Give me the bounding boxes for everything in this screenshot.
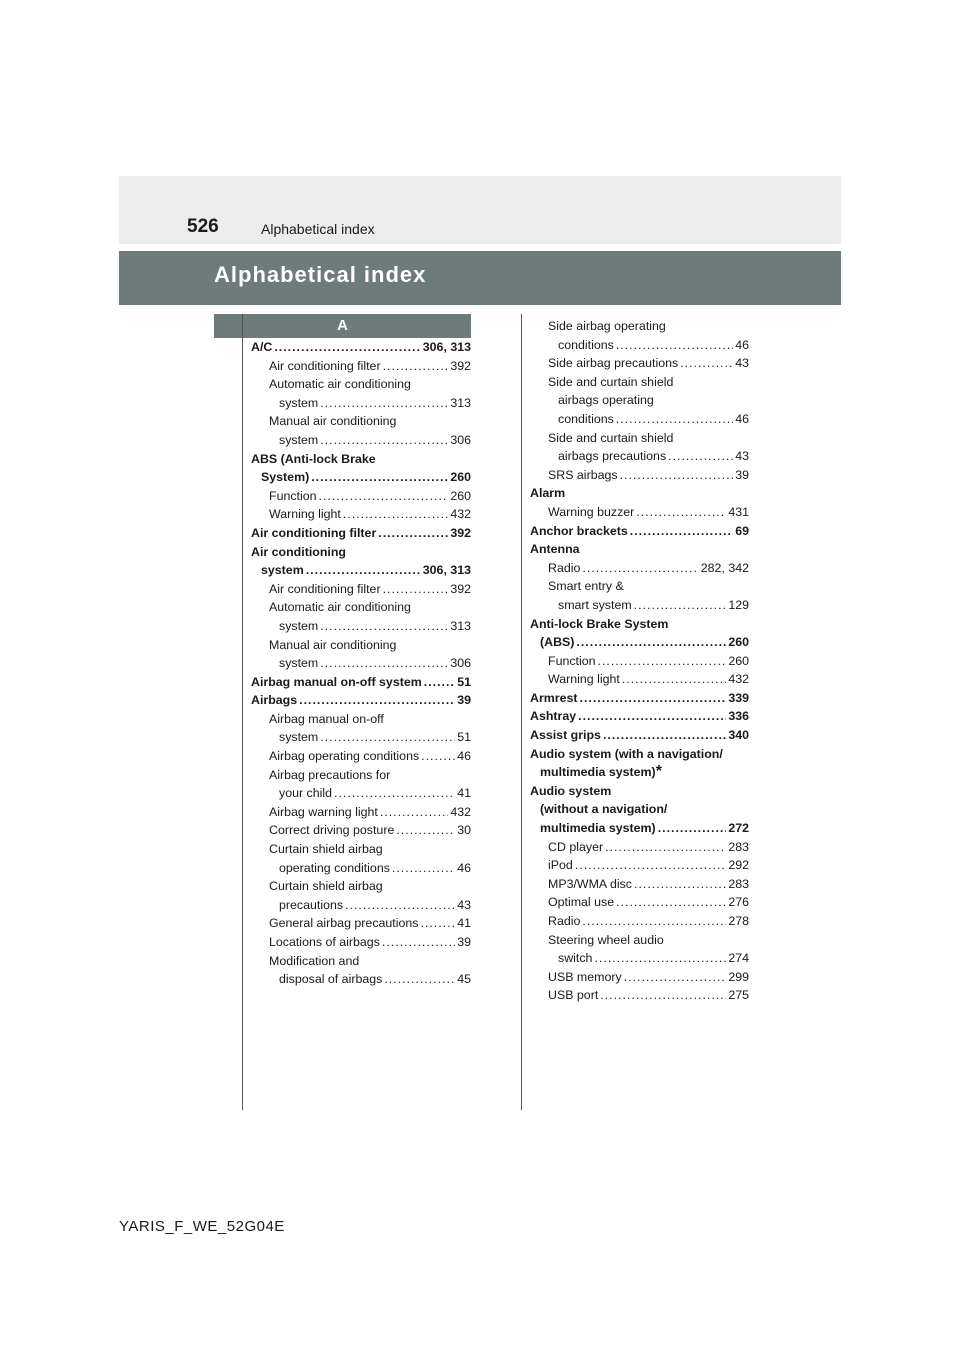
index-entry — [530, 726, 749, 745]
index-entry-text: Automatic air conditioning — [269, 600, 411, 615]
index-entry — [251, 636, 471, 673]
index-entry — [530, 317, 749, 354]
dot-leader — [605, 838, 726, 857]
index-entry — [251, 357, 471, 376]
index-entry — [530, 484, 749, 503]
dot-leader — [582, 912, 726, 931]
page-reference: 260 — [728, 653, 749, 668]
index-entry — [251, 505, 471, 524]
index-entry-text: Audio system (with a navigation/ — [530, 746, 723, 761]
index-entry-text: Airbag precautions for — [269, 767, 391, 782]
dot-leader — [575, 856, 727, 875]
header-band — [119, 176, 841, 244]
index-entry-text: Anchor brackets — [530, 523, 628, 538]
page-reference: 41 — [457, 786, 471, 801]
dot-leader — [668, 447, 733, 466]
index-entry-text: A/C — [251, 340, 273, 354]
index-entry — [251, 338, 471, 357]
page-reference: 260 — [450, 488, 471, 503]
dot-leader — [578, 707, 726, 726]
index-entry — [530, 466, 749, 485]
document-code: YARIS_F_WE_52G04E — [119, 1218, 285, 1235]
index-entry-text: Manual air conditioning — [269, 414, 397, 429]
index-entry-text: system — [279, 618, 319, 633]
index-entry-text: (without a navigation/ — [540, 802, 668, 817]
dot-leader — [343, 505, 448, 524]
index-entry — [251, 524, 471, 543]
page-reference: 260 — [450, 470, 471, 485]
index-entry — [251, 691, 471, 710]
index-entry — [251, 877, 471, 914]
page-reference: 292 — [728, 858, 749, 873]
dot-leader — [630, 522, 733, 541]
index-entry-text: System) — [261, 470, 310, 485]
page-reference: 39 — [457, 693, 471, 708]
index-entry-text: airbags precautions — [558, 449, 667, 464]
page-number: 526 — [187, 216, 219, 237]
index-entry-text: Side and curtain shield — [548, 374, 674, 389]
page-reference: 313 — [450, 395, 471, 410]
index-entry-text: Locations of airbags — [269, 935, 380, 949]
dot-leader — [424, 673, 455, 692]
index-entry — [530, 652, 749, 671]
index-entry-text: operating conditions — [279, 860, 390, 875]
index-entry-text: airbags operating — [558, 393, 654, 408]
index-entry-text: USB port — [548, 988, 599, 1003]
dot-leader — [624, 968, 727, 987]
page-reference: 432 — [450, 804, 471, 819]
index-entry-text: disposal of airbags — [279, 972, 383, 987]
dot-leader — [658, 819, 727, 838]
index-entry — [530, 893, 749, 912]
index-entry-text: Air conditioning filter — [251, 525, 377, 540]
dot-leader — [634, 875, 726, 894]
index-entry-text: Armrest — [530, 690, 578, 705]
page-reference: 283 — [728, 839, 749, 854]
page-reference: 306 — [450, 432, 471, 447]
dot-leader — [320, 654, 448, 673]
dot-leader — [383, 580, 449, 599]
index-entry — [251, 710, 471, 747]
index-entry-text: Side airbag operating — [548, 319, 666, 333]
index-entry-text: Warning light — [548, 672, 620, 687]
dot-leader — [421, 747, 455, 766]
page-reference: 306 — [450, 656, 471, 671]
dot-leader — [380, 803, 448, 822]
index-entry-text: (ABS) — [540, 635, 575, 650]
index-entry — [530, 540, 749, 559]
page-reference: 278 — [728, 914, 749, 928]
index-entry-text: Curtain shield airbag — [269, 842, 383, 857]
index-entry — [530, 503, 749, 522]
index-entry — [530, 856, 749, 875]
index-entry-text: SRS airbags — [548, 467, 618, 482]
index-entry-text: multimedia system) — [540, 765, 656, 780]
index-entry-text: Antenna — [530, 542, 580, 557]
index-entry-text: Modification and — [269, 953, 360, 968]
dot-leader — [320, 431, 448, 450]
index-entry-text: multimedia system) — [540, 821, 656, 836]
dot-leader — [299, 691, 455, 710]
index-entry-text: Alarm — [530, 486, 566, 501]
index-entry-text: your child — [279, 786, 333, 801]
dot-leader — [384, 970, 455, 989]
dot-leader — [420, 914, 455, 933]
page-reference: 39 — [457, 935, 471, 949]
dot-leader — [320, 394, 448, 413]
page-reference: 51 — [457, 730, 471, 745]
page-reference: 276 — [728, 895, 749, 910]
index-entry — [530, 670, 749, 689]
dot-leader — [396, 821, 455, 840]
dot-leader — [306, 561, 421, 580]
dot-leader — [320, 728, 455, 747]
index-entry — [251, 747, 471, 766]
index-entry-text: USB memory — [548, 969, 622, 984]
index-entry-text: ABS (Anti-lock Brake — [251, 451, 376, 466]
right-column-divider — [521, 314, 522, 1110]
page-reference: 69 — [735, 523, 749, 538]
index-entry — [251, 450, 471, 487]
dot-leader — [383, 357, 449, 376]
page-reference: 272 — [728, 821, 749, 836]
dot-leader — [598, 652, 727, 671]
index-entry-text: smart system — [558, 597, 632, 612]
index-entry — [251, 375, 471, 412]
index-entry-text: iPod — [548, 858, 573, 873]
page-reference: 46 — [457, 749, 471, 764]
page-title: Alphabetical index — [214, 262, 427, 287]
index-entry-text: Airbag operating conditions — [269, 749, 420, 764]
index-entry-text: Side and curtain shield — [548, 430, 674, 445]
page-reference: 43 — [735, 356, 749, 371]
index-entry-text: Radio — [548, 914, 581, 928]
index-column-right — [530, 317, 749, 1005]
index-entry-text: Airbag manual on-off — [269, 711, 384, 726]
page-reference: 39 — [735, 467, 749, 482]
dot-leader — [378, 524, 448, 543]
index-entry-text: Function — [548, 653, 596, 668]
index-entry — [530, 559, 749, 578]
index-entry — [251, 580, 471, 599]
index-entry — [530, 838, 749, 857]
index-entry — [530, 689, 749, 708]
index-entry — [251, 598, 471, 635]
index-entry-text: Airbag manual on-off system — [251, 674, 422, 689]
dot-leader — [594, 949, 726, 968]
index-entry-text: Air conditioning filter — [269, 358, 381, 373]
dot-leader — [616, 893, 726, 912]
dot-leader — [382, 933, 455, 952]
index-entry-text: Automatic air conditioning — [269, 377, 411, 392]
index-entry — [530, 615, 749, 652]
page-reference: 306, 313 — [422, 340, 471, 354]
dot-leader — [320, 617, 448, 636]
index-entry-text: Correct driving posture — [269, 823, 395, 838]
index-entry-text: system — [279, 395, 319, 410]
dot-leader — [334, 784, 455, 803]
dot-leader — [622, 670, 726, 689]
page-reference: 275 — [728, 988, 749, 1003]
page-reference: 392 — [450, 525, 471, 540]
index-entry — [251, 673, 471, 692]
dot-leader — [345, 896, 455, 915]
page-reference: 45 — [457, 972, 471, 987]
index-entry-text: Airbag warning light — [269, 804, 378, 819]
index-entry — [251, 914, 471, 933]
dot-leader — [576, 633, 726, 652]
index-entry-text: General airbag precautions — [269, 916, 419, 931]
index-entry — [530, 373, 749, 429]
page-reference: 283 — [728, 876, 749, 891]
index-letter-tab: A — [214, 314, 471, 338]
index-entry — [251, 803, 471, 822]
index-entry — [530, 875, 749, 894]
dot-leader — [580, 689, 727, 708]
page-reference: 431 — [728, 504, 749, 519]
dot-leader — [634, 596, 727, 615]
index-entry-text: Assist grips — [530, 728, 601, 743]
index-entry — [530, 577, 749, 614]
page-reference: 30 — [457, 823, 471, 838]
index-entry-text: system — [261, 563, 304, 578]
index-entry-text: precautions — [279, 897, 344, 912]
index-entry — [530, 429, 749, 466]
dot-leader — [392, 859, 455, 878]
index-entry — [251, 412, 471, 449]
page-reference: 432 — [728, 672, 749, 687]
page-reference: 51 — [457, 674, 471, 689]
dot-leader — [582, 559, 698, 578]
page-reference: 274 — [728, 951, 749, 966]
index-entry-text: Warning buzzer — [548, 504, 635, 519]
index-entry-text: system — [279, 656, 319, 671]
index-column-left — [251, 338, 471, 989]
index-entry: Audio system (with a navigation/ multimedia system) * — [530, 746, 723, 781]
page-reference: 432 — [450, 507, 471, 522]
index-entry — [251, 543, 471, 580]
index-entry-text: Anti-lock Brake System — [530, 616, 669, 631]
running-header: Alphabetical index — [261, 221, 375, 237]
index-entry-text: Optimal use — [548, 895, 615, 910]
index-entry — [251, 821, 471, 840]
index-entry-text: system — [279, 432, 319, 447]
index-entry-text: Audio system — [530, 783, 612, 798]
page-reference: 306, 313 — [422, 563, 471, 578]
page-reference: 299 — [728, 969, 749, 984]
index-entry-text: Air conditioning filter — [269, 581, 381, 596]
index-entry-text: conditions — [558, 337, 614, 352]
index-entry — [530, 931, 749, 968]
index-entry — [251, 952, 471, 989]
dot-leader — [616, 410, 733, 429]
index-entry-text: conditions — [558, 411, 614, 426]
page-reference: 339 — [728, 690, 749, 705]
page-reference: 392 — [450, 358, 471, 373]
index-entry-text: Function — [269, 488, 317, 503]
page-reference: 46 — [457, 860, 471, 875]
page-reference: 313 — [450, 618, 471, 633]
index-entry-text: Radio — [548, 560, 581, 575]
index-entry — [530, 782, 749, 838]
index-entry-text: switch — [558, 951, 593, 966]
index-entry-text: MP3/WMA disc — [548, 876, 632, 891]
page-reference: 336 — [728, 709, 749, 724]
dot-leader — [600, 986, 726, 1005]
dot-leader — [311, 468, 448, 487]
page-reference: 282, 342 — [700, 560, 749, 575]
index-entry-text: Air conditioning — [251, 544, 346, 559]
index-entry — [530, 968, 749, 987]
index-entry-text: Side airbag precautions — [548, 356, 679, 371]
page-reference: 392 — [450, 581, 471, 596]
dot-leader — [680, 354, 733, 373]
page-reference: 46 — [735, 337, 749, 352]
index-entry-text: system — [279, 730, 319, 745]
index-entry-text: Steering wheel audio — [548, 932, 664, 947]
index-entry — [530, 912, 749, 931]
index-entry — [251, 487, 471, 506]
index-entry — [251, 766, 471, 803]
left-column-divider — [242, 314, 243, 1110]
index-entry-text: Smart entry & — [548, 579, 624, 594]
index-entry-text: Ashtray — [530, 709, 577, 724]
index-entry — [530, 522, 749, 541]
page-reference: 260 — [728, 635, 749, 650]
index-entry-text: CD player — [548, 839, 604, 854]
index-entry-text: Manual air conditioning — [269, 637, 397, 652]
dot-leader — [636, 503, 726, 522]
index-entry-text: Warning light — [269, 507, 341, 522]
page-reference: 43 — [735, 449, 749, 464]
index-entry — [530, 707, 749, 726]
dot-leader — [620, 466, 734, 485]
index-entry — [530, 354, 749, 373]
dot-leader — [274, 338, 420, 357]
page-reference: 340 — [728, 728, 749, 743]
dot-leader — [616, 336, 733, 355]
index-entry — [251, 933, 471, 952]
dot-leader — [319, 487, 449, 506]
page-reference: 46 — [735, 411, 749, 426]
dot-leader — [603, 726, 726, 745]
index-entry-text: Curtain shield airbag — [269, 879, 383, 894]
page-reference: 129 — [728, 597, 749, 612]
index-entry-text: Airbags — [251, 693, 298, 708]
index-entry — [530, 986, 749, 1005]
page-reference: 43 — [457, 897, 471, 912]
page-reference: 41 — [457, 916, 471, 931]
index-entry — [251, 840, 471, 877]
